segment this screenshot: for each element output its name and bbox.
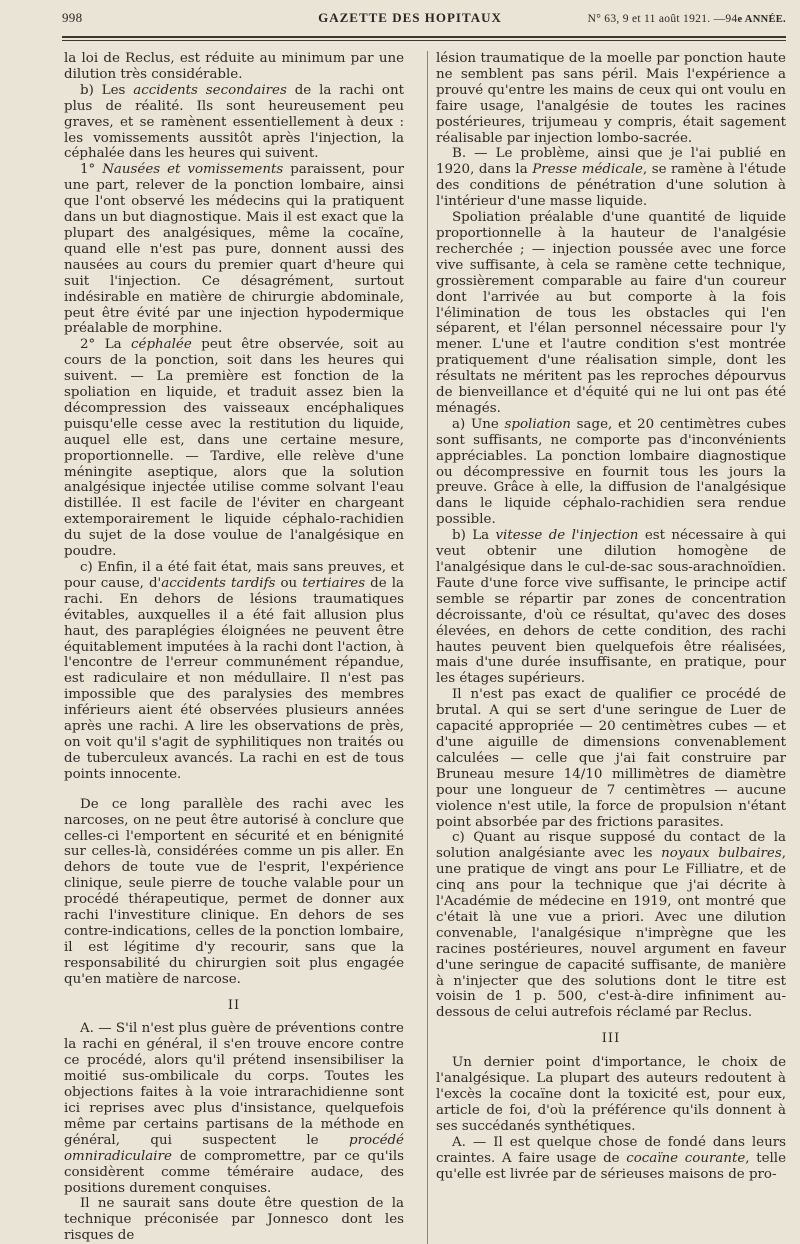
journal-title: GAZETTE DES HOPITAUX bbox=[318, 10, 502, 25]
paragraph: c) Quant au risque supposé du contact de la solution analgésiante avec les noyaux bulbaires, une pratique de vingt ans pour Le Filliatre, et de cinq ans pour la technique que j'ai décrite à l'Académie de médecine en 1919, ont montré que c'était là une vue a priori. Avec une dilution convenable, l'analgésique n'imprègne que les racines postérieures, nouvel argument en faveur d'une seringue de capacité suffisante, de manière à n'injecter que des solutions dont le titre est voisin de 1 p. 500, c'est-à-dire infiniment au-dessous de celui autrefois réclamé par Reclus. bbox=[436, 830, 786, 1021]
paragraph: Un dernier point d'importance, le choix de l'analgésique. La plupart des auteurs redoutent à l'excès la cocaïne dont la toxicité est, pour eux, article de foi, d'où la préférence qu'ils donnent à ses succédanés synthétiques. bbox=[436, 1055, 786, 1134]
paragraph: b) La vitesse de l'injection est nécessaire à qui veut obtenir une dilution homogène de l'analgésique dans le cul-de-sac sous-arachnoïdien. Faute d'une force vive suffisante, le principe actif semble se répartir par zones de concentration décroissante, d'où ce résultat, qu'avec des doses élevées, en dehors de cette condition, des rachi hautes peuvent bien quelquefois être réalisées, mais d'une durée insuffisante, en pratique, pour les étages supérieurs. bbox=[436, 528, 786, 687]
paragraph: a) Une spoliation sage, et 20 centimètres cubes sont suffisants, ne comporte pas d'inconvénients appréciables. La ponction lombaire diagnostique ou décompressive en fournit tous les jours la preuve. Grâce à elle, la diffusion de l'analgésique dans le liquide céphalo-rachidien sera rendue possible. bbox=[436, 416, 786, 528]
paragraph: Il ne saurait sans doute être question de la technique préconisée par Jonnesco dont les risques de bbox=[64, 1196, 404, 1244]
header-rule bbox=[62, 36, 786, 41]
left-column bbox=[64, 51, 404, 1244]
paragraph: De ce long parallèle des rachi avec les narcoses, on ne peut être autorisé à conclure que celles-ci l'emportent en sécurité et en bénignité sur celles-là, considérées comme un pis aller. En dehors de toute vue de l'esprit, l'expérience clinique, seule pierre de touche valable pour un procédé thérapeutique, permet de donner aux rachi l'investiture clinique. En dehors de ses contre-indications, celles de la ponction lombaire, il est légitime d'y recourir, sans que la responsabilité du chirurgien soit plus engagée qu'en matière de narcose. bbox=[64, 796, 404, 987]
paragraph: A. — Il est quelque chose de fondé dans leurs craintes. A faire usage de cocaïne courante, telle qu'elle est livrée par de sérieuses maisons de pro- bbox=[436, 1134, 786, 1182]
two-column-body bbox=[62, 51, 786, 1244]
issue-suffix: e ANNÉE. bbox=[737, 14, 786, 25]
paragraph: B. — Le problème, ainsi que je l'ai publié en 1920, dans la Presse médicale, se ramène à l'étude des conditions de pénétration d'une solution à l'intérieur d'une masse liquide. bbox=[436, 146, 786, 210]
paragraph: la loi de Reclus, est réduite au minimum par une dilution très considérable. bbox=[64, 51, 404, 82]
paragraph: A. — S'il n'est plus guère de préventions contre la rachi en général, il s'en trouve encore contre ce procédé, alors qu'il prétend insensibiliser la moitié sus-ombilicale du corps. Toutes les objections faites à la voie intrarachidienne sont ici reprises avec plus d'insistance, quelquefois même par certains partisans de la méthode en général, qui suspectent le procédé omniradiculaire de compromettre, par ce qu'ils considèrent comme téméraire audace, des positions durement conquises. bbox=[64, 1021, 404, 1196]
running-header bbox=[62, 10, 786, 30]
paragraph: lésion traumatique de la moelle par ponction haute ne semblent pas sans péril. Mais l'expérience a prouvé qu'entre les mains de ceux qui ont voulu en faire usage, l'analgésie de toutes les racines postérieures, trijumeau y compris, était sagement réalisable par injection lombo-sacrée. bbox=[436, 51, 786, 146]
paragraph: Spoliation préalable d'une quantité de liquide proportionnelle à la hauteur de l'analgésie recherchée ; — injection poussée avec une force vive suffisante, à cela se ramène cette technique, grossièrement comparable au faire d'un coureur dont l'arrivée au but comporte à la fois l'élimination de tous les obstacles qui l'en séparent, et l'élan personnel nécessaire pour l'y mener. L'une et l'autre condition s'est montrée pratiquement d'une réalisation simple, dont les résultats ne méritent pas les reproches dépourvus de bienveillance et d'équité qui ne lui ont pas été ménagés. bbox=[436, 210, 786, 416]
section-heading: II bbox=[227, 997, 241, 1013]
issue-text: N° 63, 9 et 11 août 1921. —94 bbox=[587, 13, 738, 25]
paragraph: 1° Nausées et vomissements paraissent, pour une part, relever de la ponction lombaire, ainsi que l'ont observé les médecins qui la pratiquent dans un but diagnostique. Mais il est exact que la plupart des analgésiques, même la cocaïne, quand elle n'est pas pure, donnent aussi des nausées au cours du premier quart d'heure qui suit l'injection. Ce désagrément, surtout indésirable en matière de chirurgie abdominale, peut être évité par une injection hypodermique préalable de morphine. bbox=[64, 162, 404, 337]
paragraph: 2° La céphalée peut être observée, soit au cours de la ponction, soit dans les heures qui suivent. — La première est fonction de la spoliation en liquide, et traduit assez bien la décompression des vaisseaux encéphaliques puisqu'elle cesse avec la restitution du liquide, auquel elle est, dans une certaine mesure, proportionnelle. — Tardive, elle relève d'une méningite aseptique, alors que la solution analgésique injectée utilise comme solvant l'eau distillée. Il est facile de l'éviter en chargeant extemporairement le liquide céphalo-rachidien du sujet de la dose voulue de l'analgésique en poudre. bbox=[64, 337, 405, 560]
paragraph: b) Les accidents secondaires de la rachi ont plus de réalité. Ils sont heureusement peu graves, et se ramènent essentiellement à deux : les vomissements aussitôt après l'injection, la céphalée dans les heures qui suivent. bbox=[64, 82, 404, 162]
page-number: 998 bbox=[62, 10, 83, 25]
section-heading: III bbox=[601, 1031, 621, 1047]
right-column bbox=[427, 51, 786, 1244]
paragraph: Il n'est pas exact de qualifier ce procédé de brutal. A qui se sert d'une seringue de Luer de capacité appropriée — 20 centimètres cubes — et d'une aiguille de dimensions convenablement calculées — celle que j'ai fait construire par Bruneau mesure 14/10 millimètres de diamètre pour une longueur de 7 centimètres — aucune violence n'est utile, la force de propulsion n'étant point absorbée par des frictions parasites. bbox=[436, 687, 786, 830]
paragraph: c) Enfin, il a été fait état, mais sans preuves, et pour cause, d'accidents tardifs ou tertiaires de la rachi. En dehors de lésions traumatiques évitables, auxquelles il a été fait allusion plus haut, des paraplégies éloignées ne peuvent être équitablement imputées à la rachi dont l'action, à l'encontre de l'erreur communément répandue, est radiculaire et non médullaire. Il n'est pas impossible que des paralysies des membres inférieurs aient été observées plusieurs années après une rachi. A lire les observations de près, on voit qu'il s'agit de syphilitiques non traités ou de tuberculeux avancés. La rachi en est de tous points innocente. bbox=[64, 560, 405, 782]
issue-line bbox=[588, 13, 786, 25]
